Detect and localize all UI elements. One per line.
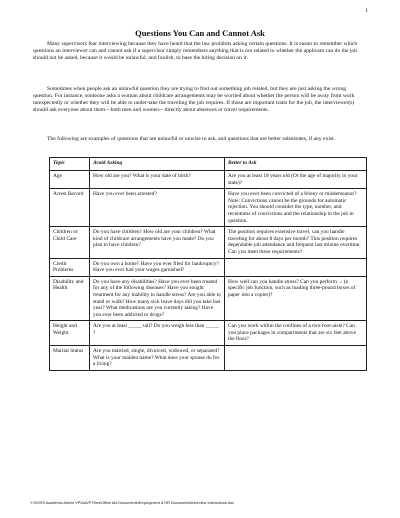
topic-cell: Disability and Health — [50, 276, 90, 321]
better-cell: Can you work within the confines of a two-foot-aisle? Can you place packages in compartments that are six feet above the floor? — [225, 321, 367, 346]
table-row — [50, 321, 367, 346]
avoid-cell: Do you have any disabilities? Have you ever been treated for any of the following diseases? Have you sought treatment for any inability to handle stress? Are you able to stand or walk? How many sick leave days did you take last year? What medications are you currently taking? Have you ever been addicted to drugs? — [90, 276, 225, 321]
questions-table — [49, 157, 367, 371]
table-row — [50, 189, 367, 227]
table-row — [50, 346, 367, 371]
topic-cell: Age — [50, 171, 90, 189]
avoid-cell: Do you have children? How old are your children? What kind of childcare arrangements have you made? Do you plan to have children? — [90, 227, 225, 258]
better-cell — [225, 258, 367, 276]
topic-cell: Marital Status — [50, 346, 90, 371]
better-cell: The position requires extensive travel, can you handle traveling for about 8 days per month? This position requires dependable job attendance and frequent last minute overtime. Can you meet these requirements? — [225, 227, 367, 258]
better-cell: Are you at least 18 years old (Or the age of majority in your state)? — [225, 171, 367, 189]
topic-cell: Height and Weight — [50, 321, 90, 346]
table-row — [50, 227, 367, 258]
better-cell: How well can you handle stress? Can you perform ... (a specific job function, such as loading three-pound boxes of paper into a copier)? — [225, 276, 367, 321]
header-topic: Topic — [50, 158, 90, 171]
header-avoid-asking: Avoid Asking — [90, 158, 225, 171]
example-paragraph: Sometimes when people ask an unlawful question they are trying to find out something job related, but they are just asking the wrong question. For instance, someone asks a woman about childcare arrangements may be worried about whether the person will be away from work unexpectedly or whether they will be able to under-take the traveling the job requires. If those are important traits for the job, the interviewer(s) should ask everyone about them—both men and women—directly about absences or travel requirements. — [33, 86, 355, 113]
table-header-row — [50, 158, 367, 171]
better-cell — [225, 346, 367, 371]
table-intro-paragraph: The following are examples of questions that are unlawful or unwise to ask, and questions that are better substitutes, if any exist. — [47, 136, 336, 142]
table-row — [50, 258, 367, 276]
topic-cell: Children or Child Care — [50, 227, 90, 258]
avoid-cell: Do you own a home? Have you ever filed for bankruptcy? Have you ever had your wages garnished? — [90, 258, 225, 276]
topic-cell: Arrest Record — [50, 189, 90, 227]
intro-paragraph: Many supervisors fear interviewing because they have heard that the law prohibits asking certain questions. It is easier to remember which questions an interviewer can and cannot ask if a supervisor simply remembers anything that is not related to whether the applicant can do the job should not be asked, because it would be unlawful, and foolish, to base the hiring decision on it. — [33, 41, 358, 61]
header-better-to-ask: Better to Ask — [225, 158, 367, 171]
topic-cell: Credit Problems — [50, 258, 90, 276]
avoid-cell: Have you ever been arrested? — [90, 189, 225, 227]
table-row — [50, 171, 367, 189]
avoid-cell: Are you married, single, divorced, widowed, or separated? What is your maiden name? What does your spouse do for a living? — [90, 346, 225, 371]
page-number: 1 — [365, 8, 368, 14]
table-row — [50, 276, 367, 321]
avoid-cell: Are you at least _____ tall? Do you weigh less than _____ ? — [90, 321, 225, 346]
document-title: Questions You Can and Cannot Ask — [135, 28, 265, 38]
avoid-cell: How old are you? What is your date of birth? — [90, 171, 225, 189]
file-path-footer: Y:\SOSS Academic Admin VP\AAVP Files\Office Aid Documents\Employment & HR Documents\Interview Instructions.doc — [30, 501, 235, 505]
better-cell: Have you ever been convicted of a felony or misdemeanor? Note: Convictions cannot be the grounds for automatic rejection. You should consider the type, number, and recentness of convictions and the relationship to the job in question. — [225, 189, 367, 227]
